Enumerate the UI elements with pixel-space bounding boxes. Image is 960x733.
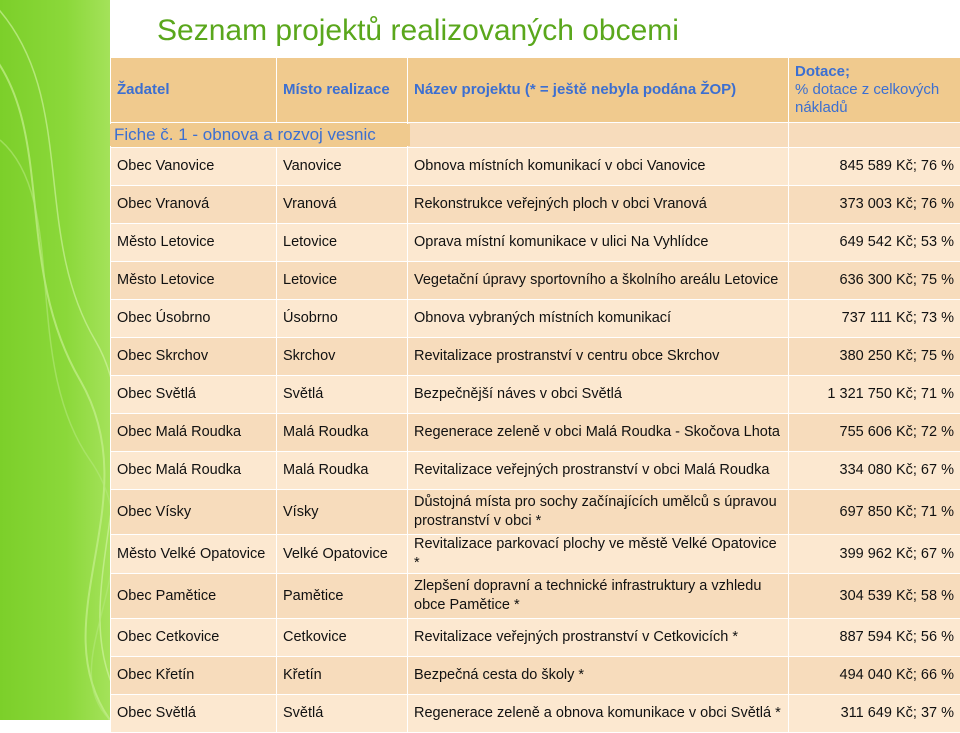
cell-zadatel: Obec Vísky: [111, 490, 277, 535]
header-dotace: [789, 58, 960, 123]
decorative-curves-icon: [0, 0, 110, 720]
section-label: Fiche č. 1 - obnova a rozvoj vesnic: [110, 124, 410, 146]
cell-misto: Skrchov: [277, 338, 408, 376]
header-zadatel: Žadatel: [111, 58, 277, 123]
table-row: [111, 695, 960, 733]
decorative-green-panel: [0, 0, 110, 720]
cell-misto: Letovice: [277, 224, 408, 262]
cell-misto: Světlá: [277, 695, 408, 733]
cell-zadatel: Obec Malá Roudka: [111, 452, 277, 490]
cell-misto: Křetín: [277, 657, 408, 695]
cell-zadatel: Obec Pamětice: [111, 574, 277, 619]
table-row: [111, 300, 960, 338]
cell-zadatel: Obec Vranová: [111, 186, 277, 224]
header-nazev: Název projektu (* = ještě nebyla podána ŽOP): [408, 58, 789, 123]
cell-dotace: 755 606 Kč; 72 %: [789, 414, 960, 452]
cell-dotace: 636 300 Kč; 75 %: [789, 262, 960, 300]
cell-misto: Světlá: [277, 376, 408, 414]
table-row: [111, 148, 960, 186]
page-title: Seznam projektů realizovaných obcemi: [157, 14, 679, 48]
cell-dotace: 845 589 Kč; 76 %: [789, 148, 960, 186]
cell-dotace: 380 250 Kč; 75 %: [789, 338, 960, 376]
cell-misto: Cetkovice: [277, 619, 408, 657]
cell-zadatel: Obec Cetkovice: [111, 619, 277, 657]
cell-misto: Malá Roudka: [277, 414, 408, 452]
cell-zadatel: Město Letovice: [111, 224, 277, 262]
cell-zadatel: Město Velké Opatovice: [111, 535, 277, 574]
table-row: [111, 224, 960, 262]
table-row: [111, 490, 960, 535]
table-row: [111, 262, 960, 300]
header-misto: Místo realizace: [277, 58, 408, 123]
cell-nazev: Revitalizace parkovací plochy ve městě Velké Opatovice *: [408, 535, 789, 574]
table-row: [111, 376, 960, 414]
cell-nazev: Vegetační úpravy sportovního a školního areálu Letovice: [408, 262, 789, 300]
cell-nazev: Obnova vybraných místních komunikací: [408, 300, 789, 338]
cell-nazev: Zlepšení dopravní a technické infrastruktury a vzhledu obce Pamětice *: [408, 574, 789, 619]
header-dotace-line1: Dotace;: [795, 63, 954, 81]
cell-nazev: Revitalizace prostranství v centru obce Skrchov: [408, 338, 789, 376]
cell-misto: Vranová: [277, 186, 408, 224]
cell-zadatel: Obec Skrchov: [111, 338, 277, 376]
table-body: [111, 148, 960, 733]
projects-table: [110, 57, 960, 733]
cell-misto: Velké Opatovice: [277, 535, 408, 574]
cell-dotace: 311 649 Kč; 37 %: [789, 695, 960, 733]
table-row: [111, 619, 960, 657]
cell-dotace: 304 539 Kč; 58 %: [789, 574, 960, 619]
cell-misto: Pamětice: [277, 574, 408, 619]
table-row: [111, 414, 960, 452]
cell-dotace: 334 080 Kč; 67 %: [789, 452, 960, 490]
cell-misto: Letovice: [277, 262, 408, 300]
cell-dotace: 494 040 Kč; 66 %: [789, 657, 960, 695]
table-header-row: [111, 58, 960, 123]
cell-nazev: Revitalizace veřejných prostranství v Cetkovicích *: [408, 619, 789, 657]
cell-zadatel: Obec Světlá: [111, 695, 277, 733]
table-row: [111, 535, 960, 574]
table-row: [111, 452, 960, 490]
cell-nazev: Bezpečná cesta do školy *: [408, 657, 789, 695]
cell-zadatel: Obec Malá Roudka: [111, 414, 277, 452]
cell-dotace: 1 321 750 Kč; 71 %: [789, 376, 960, 414]
cell-dotace: 399 962 Kč; 67 %: [789, 535, 960, 574]
cell-nazev: Oprava místní komunikace v ulici Na Vyhlídce: [408, 224, 789, 262]
cell-misto: Úsobrno: [277, 300, 408, 338]
cell-misto: Vanovice: [277, 148, 408, 186]
cell-zadatel: Obec Úsobrno: [111, 300, 277, 338]
cell-dotace: 649 542 Kč; 53 %: [789, 224, 960, 262]
cell-zadatel: Město Letovice: [111, 262, 277, 300]
cell-dotace: 737 111 Kč; 73 %: [789, 300, 960, 338]
cell-nazev: Regenerace zeleně a obnova komunikace v obci Světlá *: [408, 695, 789, 733]
table-row: [111, 338, 960, 376]
cell-misto: Vísky: [277, 490, 408, 535]
cell-nazev: Revitalizace veřejných prostranství v obci Malá Roudka: [408, 452, 789, 490]
cell-nazev: Obnova místních komunikací v obci Vanovice: [408, 148, 789, 186]
table-row: [111, 574, 960, 619]
cell-zadatel: Obec Světlá: [111, 376, 277, 414]
cell-nazev: Důstojná místa pro sochy začínajících umělců s úpravou prostranství v obci *: [408, 490, 789, 535]
table-row: [111, 186, 960, 224]
table-row: [111, 657, 960, 695]
cell-zadatel: Obec Křetín: [111, 657, 277, 695]
cell-dotace: 887 594 Kč; 56 %: [789, 619, 960, 657]
cell-nazev: Regenerace zeleně v obci Malá Roudka - Skočova Lhota: [408, 414, 789, 452]
cell-zadatel: Obec Vanovice: [111, 148, 277, 186]
cell-nazev: Rekonstrukce veřejných ploch v obci Vranová: [408, 186, 789, 224]
header-dotace-line2: % dotace z celkových nákladů: [795, 81, 954, 117]
cell-dotace: 697 850 Kč; 71 %: [789, 490, 960, 535]
cell-dotace: 373 003 Kč; 76 %: [789, 186, 960, 224]
cell-misto: Malá Roudka: [277, 452, 408, 490]
cell-nazev: Bezpečnější náves v obci Světlá: [408, 376, 789, 414]
